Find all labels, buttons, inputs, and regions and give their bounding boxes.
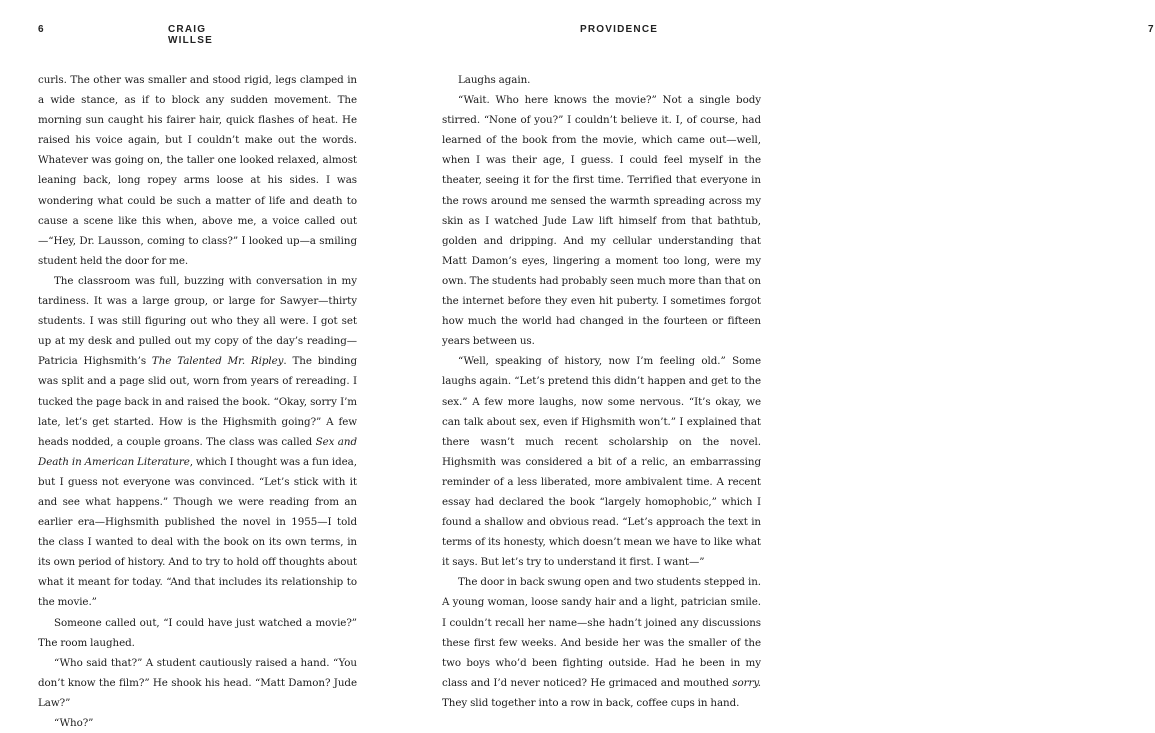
page-number: 6: [38, 24, 45, 35]
book-title: The Talented Mr. Ripley: [151, 355, 284, 368]
paragraph: “Well, speaking of history, now I’m feeling old.” Some laughs again. “Let’s pretend this didn’t happen and get to the sex.” A few more laughs, now some nervous. “It’s okay, we can talk about sex, even if Highsmith won’t.” I explained that there wasn’t much recent scholarship on the novel. Highsmith was considered a bit of a relic, an embarrassing reminder of a less liberated, more ambivalent time. A recent essay had declared the book “largely homophobic,” which I found a shallow and obvious read. “Let’s approach the text in terms of its honesty, which doesn’t mean we have to like what it says. But let’s try to understand it first. I want—”: [442, 355, 761, 569]
right-page-body: [442, 70, 761, 713]
paragraph: Someone called out, “I could have just watched a movie?” The room laughed.: [38, 616, 357, 649]
page-number: 7: [1148, 24, 1155, 35]
left-page-body: [38, 70, 357, 733]
paragraph: “Who said that?” A student cautiously raised a hand. “You don’t know the film?” He shook his head. “Matt Damon? Jude Law?”: [38, 656, 357, 709]
left-page: [0, 0, 400, 729]
paragraph: curls. The other was smaller and stood rigid, legs clamped in a wide stance, as if to block any sudden movement. The morning sun caught his fairer hair, quick flashes of heat. He raised his voice again, but I couldn’t make out the words. Whatever was going on, the taller one looked relaxed, almost leaning back, long ropey arms loose at his sides. I was wondering what could be such a matter of life and death to cause a scene like this when, above me, a voice called out—“Hey, Dr. Lausson, coming to class?” I looked up—a smiling student held the door for me.: [38, 74, 357, 267]
running-head-title: PROVIDENCE: [580, 24, 659, 35]
paragraph: “Who?”: [54, 717, 94, 729]
running-head-author: CRAIG WILLSE: [168, 24, 213, 46]
paragraph: The classroom was full, buzzing with conversation in my tardiness. It was a large group, or large for Sawyer—thirty students. I was still figuring out who they all were. I got set up at my desk and pulled out my copy of the day’s reading—Patricia Highsmith’s The Talented Mr. Ripley. The binding was split and a page slid out, worn from years of rereading. I tucked the page back in and raised the book. “Okay, sorry I’m late, let’s get started. How is the Highsmith going?” A few heads nodded, a couple groans. The class was called Sex and Death in American Literature, which I thought was a fun idea, but I guess not everyone was convinced. “Let’s stick with it and see what happens.” Though we were reading from an earlier era—Highsmith published the novel in 1955—I told the class I wanted to deal with the book on its own terms, in its own period of history. And to try to hold off thoughts about what it meant for today. “And that includes its relationship to the movie.”: [38, 274, 357, 609]
paragraph: Laughs again.: [458, 74, 531, 86]
paragraph: “Wait. Who here knows the movie?” Not a single body stirred. “None of you?” I couldn’t believe it. I, of course, had learned of the book from the movie, which came out—well, when I was their age, I guess. I could feel myself in the theater, seeing it for the first time. Terrified that everyone in the rows around me sensed the warmth spreading across my skin as I watched Jude Law lift himself from that bathtub, golden and dripping. And my cellular understanding that Matt Damon’s eyes, lingering a moment too long, were my own. The students had probably seen much more than that on the internet before they even hit puberty. I sometimes forgot how much the world had changed in the fourteen or fifteen years between us.: [442, 94, 761, 348]
emphasis: sorry.: [732, 676, 761, 689]
paragraph: The door in back swung open and two students stepped in. A young woman, loose sandy hair and a light, patrician smile. I couldn’t recall her name—she hadn’t joined any discussions these first few weeks. And beside her was the smaller of the two boys who’d been fighting outside. Had he been in my class and I’d never noticed? He grimaced and mouthed sorry. They slid together into a row in back, coffee cups in hand.: [442, 576, 761, 709]
course-title: Sex and Death in American Literature: [38, 435, 357, 468]
